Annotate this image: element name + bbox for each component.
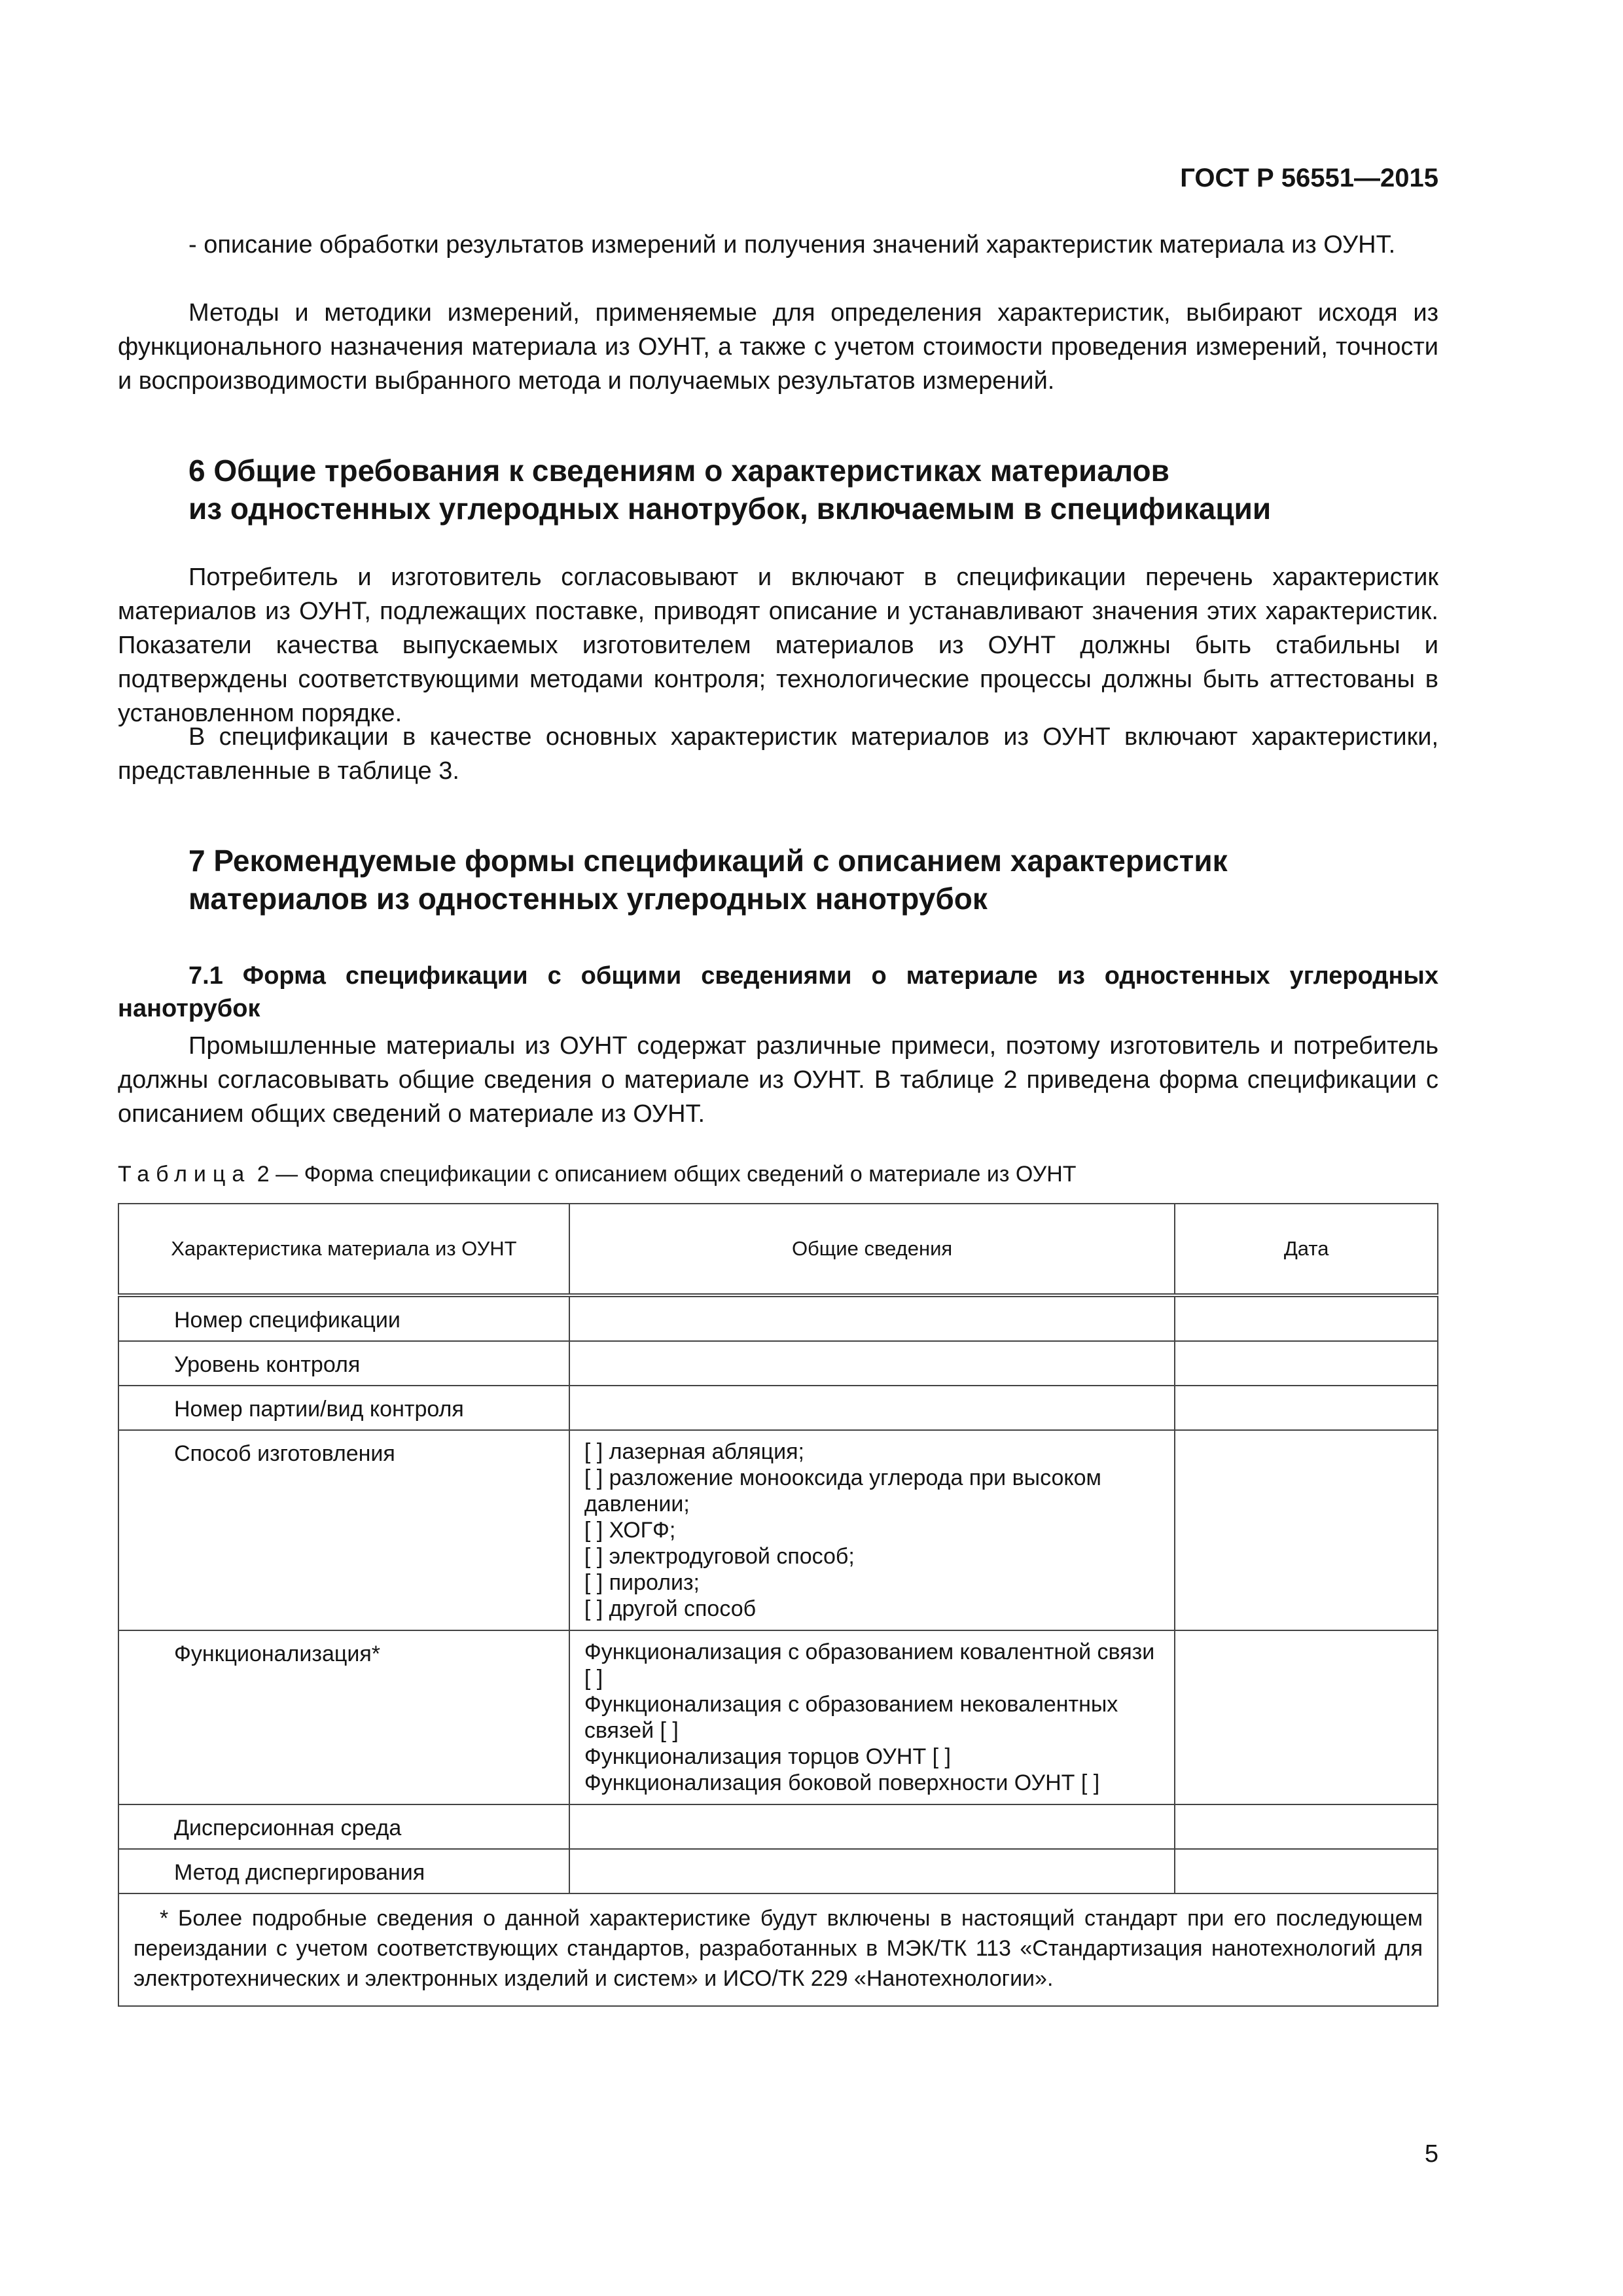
row-characteristic-cell: Уровень контроля	[118, 1341, 569, 1386]
info-line: [ ] пиролиз;	[584, 1570, 700, 1595]
table-row	[118, 1804, 1438, 1849]
table-caption	[118, 1160, 1077, 1189]
section-7-title-line1: 7 Рекомендуемые формы спецификаций с описанием характеристик	[188, 844, 1228, 878]
header-general-info: Общие сведения	[569, 1204, 1175, 1295]
bullet-paragraph: - описание обработки результатов измерений и получения значений характеристик материала из ОУНТ.	[188, 231, 1396, 259]
row-info-cell	[569, 1430, 1175, 1630]
section-6-title-line1: 6 Общие требования к сведениям о характеристиках материалов	[188, 454, 1169, 488]
row-info-cell	[569, 1630, 1175, 1804]
info-line: [ ] другой способ	[584, 1596, 757, 1621]
row-info-cell	[569, 1295, 1175, 1341]
row-info-cell	[569, 1849, 1175, 1893]
table-row	[118, 1341, 1438, 1386]
row-characteristic-cell: Номер спецификации	[118, 1295, 569, 1341]
table-row	[118, 1295, 1438, 1341]
row-info-cell	[569, 1804, 1175, 1849]
section-6-title	[188, 452, 1432, 528]
info-line: [ ] электродуговой способ;	[584, 1544, 855, 1569]
row-info-cell	[569, 1386, 1175, 1430]
table-body	[118, 1295, 1438, 1893]
document-header: ГОСТ Р 56551—2015	[1180, 164, 1438, 192]
row-characteristic-cell: Номер партии/вид контроля	[118, 1386, 569, 1430]
table-row	[118, 1849, 1438, 1893]
row-date-cell	[1175, 1849, 1438, 1893]
specification-table	[118, 1203, 1438, 2007]
table-caption-word: Таблица	[118, 1162, 251, 1187]
row-characteristic-cell: Дисперсионная среда	[118, 1804, 569, 1849]
row-characteristic-cell: Метод диспергирования	[118, 1849, 569, 1893]
info-line: [ ] ХОГФ;	[584, 1518, 676, 1543]
section-7-title-line2: материалов из одностенных углеродных нанотрубок	[188, 882, 988, 916]
header-characteristic: Характеристика материала из ОУНТ	[118, 1204, 569, 1295]
table-row	[118, 1430, 1438, 1630]
subsection-7-1-title: 7.1 Форма спецификации с общими сведениями о материале из одностенных углеродных нанотрубок	[118, 962, 1438, 1022]
info-line: Функционализация торцов ОУНТ [ ]	[584, 1744, 951, 1769]
section-7-title	[188, 842, 1432, 918]
section-6-title-line2: из одностенных углеродных нанотрубок, включаемым в спецификации	[188, 492, 1272, 526]
table-row	[118, 1630, 1438, 1804]
section-6-paragraph-2: В спецификации в качестве основных характеристик материалов из ОУНТ включают характеристики, представленные в таблице 3.	[118, 723, 1438, 785]
row-characteristic-cell: Способ изготовления	[118, 1430, 569, 1630]
table-row	[118, 1386, 1438, 1430]
info-line: [ ] разложение монооксида углерода при высоком давлении;	[584, 1465, 1101, 1516]
row-date-cell	[1175, 1295, 1438, 1341]
info-line: Функционализация с образованием нековалентных связей [ ]	[584, 1692, 1118, 1743]
table-footnote: * Более подробные сведения о данной характеристике будут включены в настоящий стандарт при его последующем переиздании с учетом соответствующих стандартов, разработанных в МЭК/ТК 113 «Стандартизация нанотехнологий для электротехнических и электронных изделий и систем» и ИСО/ТК 229 «Нанотехнологии».	[118, 1893, 1438, 2006]
methods-paragraph: Методы и методики измерений, применяемые для определения характеристик, выбирают исходя из функционального назначения материала из ОУНТ, а также с учетом стоимости проведения измерений, точности и воспроизводимости выбранного метода и получаемых результатов измерений.	[118, 299, 1438, 395]
row-date-cell	[1175, 1630, 1438, 1804]
table-caption-text: 2 — Форма спецификации с описанием общих сведений о материале из ОУНТ	[257, 1162, 1077, 1187]
section-6-paragraph-1: Потребитель и изготовитель согласовывают и включают в спецификации перечень характеристик материалов из ОУНТ, подлежащих поставке, приводят описание и устанавливают значения этих характеристик. Показатели качества выпускаемых изготовителем материалов из ОУНТ должны быть стабильны и подтверждены соответствующими методами контроля; технологические процессы должны быть аттестованы в установленном порядке.	[118, 564, 1438, 727]
info-line: Функционализация с образованием ковалентной связи [ ]	[584, 1640, 1155, 1691]
page-number: 5	[1424, 2140, 1438, 2168]
row-info-cell	[569, 1341, 1175, 1386]
section-7-paragraph-1: Промышленные материалы из ОУНТ содержат различные примеси, поэтому изготовитель и потребитель должны согласовывать общие сведения о материале из ОУНТ. В таблице 2 приведена форма спецификации с описанием общих сведений о материале из ОУНТ.	[118, 1032, 1438, 1128]
row-characteristic-cell: Функционализация*	[118, 1630, 569, 1804]
header-date: Дата	[1175, 1204, 1438, 1295]
info-line: [ ] лазерная абляция;	[584, 1439, 805, 1464]
info-line: Функционализация боковой поверхности ОУНТ [ ]	[584, 1770, 1100, 1795]
row-date-cell	[1175, 1386, 1438, 1430]
row-date-cell	[1175, 1430, 1438, 1630]
row-date-cell	[1175, 1804, 1438, 1849]
row-date-cell	[1175, 1341, 1438, 1386]
